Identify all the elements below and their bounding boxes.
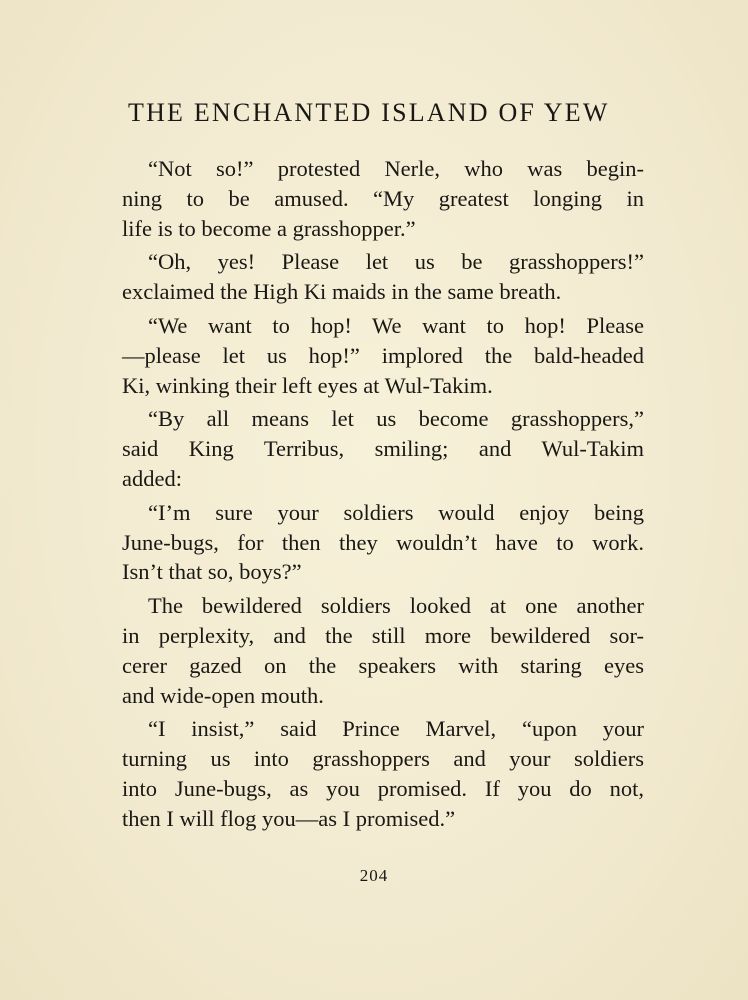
page-number: 204 — [359, 866, 389, 885]
text-line: “By all means let us become grasshoppers,” — [148, 406, 644, 432]
text-line: Ki, winking their left eyes at Wul-Takim. — [122, 372, 493, 398]
text-line: ning to be amused. “My greatest longing in — [122, 185, 644, 211]
text-line: life is to become a grasshopper.” — [122, 215, 416, 241]
text-line: turning us into grasshoppers and your soldiers — [122, 746, 644, 772]
text-line: “I’m sure your soldiers would enjoy being — [148, 499, 644, 525]
text-line: “Oh, yes! Please let us be grasshoppers!” — [148, 249, 644, 275]
text-line: and wide-open mouth. — [122, 682, 324, 708]
body-text — [122, 154, 644, 834]
text-line: in perplexity, and the still more bewildered sor- — [122, 622, 644, 648]
text-line: then I will flog you—as I promised.” — [122, 805, 456, 831]
text-line: June-bugs, for then they wouldn’t have to work. — [122, 529, 644, 555]
text-line: —please let us hop!” implored the bald-headed — [122, 342, 644, 368]
text-line: exclaimed the High Ki maids in the same breath. — [122, 279, 562, 305]
text-line: said King Terribus, smiling; and Wul-Takim — [122, 436, 644, 462]
text-line: The bewildered soldiers looked at one another — [148, 593, 644, 619]
text-line: “Not so!” protested Nerle, who was begin- — [148, 156, 644, 181]
text-line: into June-bugs, as you promised. If you do not, — [122, 775, 644, 801]
text-line: “We want to hop! We want to hop! Please — [148, 312, 644, 338]
text-line: added: — [122, 465, 182, 491]
text-line: “I insist,” said Prince Marvel, “upon your — [148, 716, 644, 742]
running-head: THE ENCHANTED ISLAND OF YEW — [128, 98, 610, 127]
text-line: cerer gazed on the speakers with staring eyes — [122, 652, 644, 678]
text-line: Isn’t that so, boys?” — [122, 559, 302, 585]
